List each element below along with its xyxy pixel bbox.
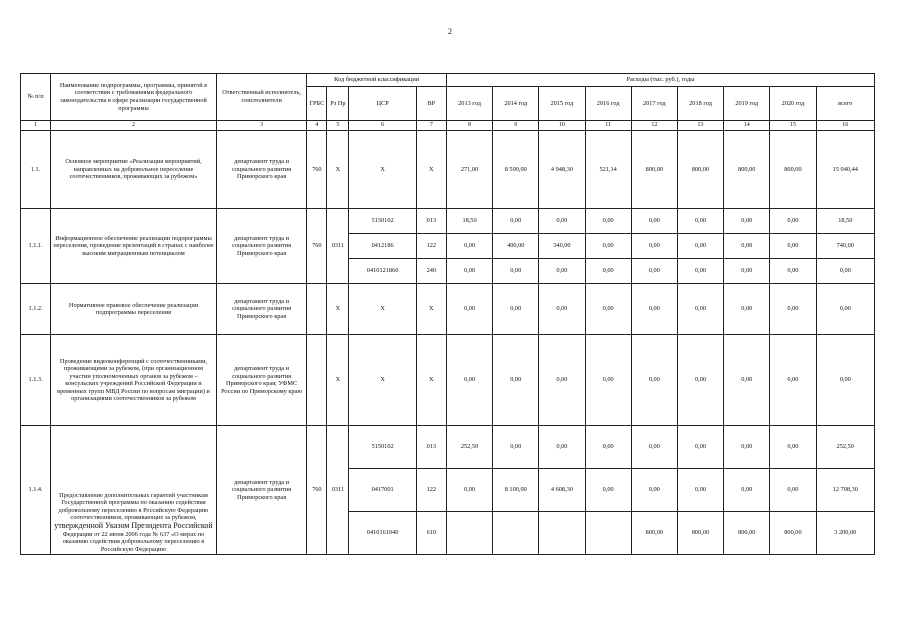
header-num: № п/п [21,74,51,121]
header-year: 2013 год [446,87,492,121]
row-value: 4 948,30 [539,131,585,209]
row-value: 0,00 [539,209,585,234]
header-vr: ВР [416,87,446,121]
row-value: 0,00 [677,335,723,426]
row-value: 0,00 [585,209,631,234]
column-number-row [21,121,875,131]
row-value: 252,50 [816,426,874,469]
row-grbs [307,284,327,335]
row-value: 0,00 [677,234,723,259]
row-value: 0,00 [585,284,631,335]
row-value: 0,00 [770,259,816,284]
row-csr: X [349,284,416,335]
row-vr: X [416,284,446,335]
header-year: 2017 год [631,87,677,121]
row-value: 0,00 [631,284,677,335]
row-value: 0,00 [770,335,816,426]
row-executor: департамент труда и социального развития Приморского края [216,284,306,335]
column-number: 13 [677,121,723,131]
row-number: 1.1. [21,131,51,209]
row-vr: 610 [416,512,446,555]
row-value: 0,00 [446,335,492,426]
row-csr: X [349,131,416,209]
row-value: 0,00 [493,209,539,234]
row-value: 0,00 [539,284,585,335]
row-vr: 013 [416,209,446,234]
row-grbs: 760 [307,131,327,209]
row-value: 4 608,30 [539,469,585,512]
header-name: Наименование подпрограммы, программы, принятой в соответствии с требованиями федерального законодательства в сфере реализации государственной программы [51,74,217,121]
row-value [539,512,585,555]
column-number: 10 [539,121,585,131]
row-value: 0,00 [724,234,770,259]
column-number: 3 [216,121,306,131]
row-value: 0,00 [493,335,539,426]
row-value: 0,00 [446,284,492,335]
row-value: 0,00 [770,209,816,234]
row-vr: 122 [416,234,446,259]
column-number: 9 [493,121,539,131]
row-value [446,512,492,555]
row-name: Проведение видеоконференций с соотечественниками, проживающими за рубежом, (при организационном участии уполномоченных органов за рубежом – консульских учреждений Российской Федерации и временных групп МВД России по вопросам миграции) и организациями соотечественников за рубежом [51,335,217,426]
row-value: 0,00 [585,259,631,284]
row-value: 0,00 [677,259,723,284]
table-row [21,426,875,469]
row-number: 1.1.2. [21,284,51,335]
row-name-part: утвержденной Указом Президента Российской [54,520,213,530]
row-value: 800,00 [770,512,816,555]
header-year: 2020 год [770,87,816,121]
row-value: 0,00 [677,284,723,335]
row-value: 18,50 [816,209,874,234]
row-number: 1.1.4. [21,426,51,555]
column-number: 6 [349,121,416,131]
row-value: 0,00 [539,259,585,284]
header-year: 2015 год [539,87,585,121]
row-value: 0,00 [585,335,631,426]
row-value: 0,00 [631,426,677,469]
row-grbs: 760 [307,426,327,555]
row-executor: департамент труда и социального развития Приморского края [216,426,306,555]
row-value: 0,00 [493,259,539,284]
row-executor: департамент труда и социального развития Приморского края; УФМС России по Приморскому краю [216,335,306,426]
row-csr: X [349,335,416,426]
row-value: 0,00 [724,426,770,469]
row-value: 0,00 [677,209,723,234]
row-value: 0,00 [585,469,631,512]
column-number: 11 [585,121,631,131]
budget-table [20,73,875,555]
row-value: 15 040,44 [816,131,874,209]
column-number: 7 [416,121,446,131]
row-value: 0,00 [631,469,677,512]
row-value: 0,00 [585,234,631,259]
header-grbs: ГРБС [307,87,327,121]
row-rzpr: 0311 [327,426,349,555]
table-row [21,335,875,426]
column-number: 8 [446,121,492,131]
header-rzpr: Рз Пр [327,87,349,121]
row-value: 0,00 [539,335,585,426]
column-number: 1 [21,121,51,131]
header-budget-code: Код бюджетной классификации [307,74,447,87]
row-csr: 5150102 [349,426,416,469]
row-vr: 240 [416,259,446,284]
row-value: 3 200,00 [816,512,874,555]
row-value: 800,00 [677,512,723,555]
row-rzpr: X [327,131,349,209]
row-vr: 013 [416,426,446,469]
column-number: 15 [770,121,816,131]
row-value: 0,00 [446,469,492,512]
header-csr: ЦСР [349,87,416,121]
row-value: 18,50 [446,209,492,234]
row-value: 0,00 [631,335,677,426]
row-csr: 0417001 [349,469,416,512]
row-value: 800,00 [631,512,677,555]
row-value: 0,00 [770,426,816,469]
row-vr: X [416,335,446,426]
row-value: 0,00 [493,426,539,469]
row-value: 0,00 [724,469,770,512]
table-row [21,131,875,209]
row-value: 0,00 [816,335,874,426]
row-value: 0,00 [724,259,770,284]
row-value: 0,00 [446,259,492,284]
row-executor: департамент труда и социального развития Приморского края [216,131,306,209]
header-year: 2018 год [677,87,723,121]
row-name: Информационное обеспечение реализации подпрограммы переселения, проведение презентаций в странах с наиболее высоким миграционным потенциалом [51,209,217,284]
row-name: Нормативное правовое обеспечение реализации подпрограммы переселения [51,284,217,335]
row-value: 8 100,00 [493,469,539,512]
row-value: 340,00 [539,234,585,259]
row-value: 0,00 [677,469,723,512]
row-number: 1.1.1. [21,209,51,284]
header-executor: Ответственный исполнитель, соисполнители [216,74,306,121]
row-value: 800,00 [631,131,677,209]
row-rzpr: X [327,335,349,426]
table-row [21,284,875,335]
row-csr: 0412186 [349,234,416,259]
row-value: 0,00 [724,209,770,234]
page-number: 2 [448,27,452,36]
row-value: 0,00 [677,426,723,469]
row-value: 0,00 [539,426,585,469]
row-value: 800,00 [724,512,770,555]
row-name [51,426,217,555]
row-value: 8 500,00 [493,131,539,209]
column-number: 12 [631,121,677,131]
header-row [21,74,875,87]
row-executor: департамент труда и социального развития Приморского края [216,209,306,284]
row-value: 800,00 [677,131,723,209]
row-value: 800,00 [770,131,816,209]
header-year: 2014 год [493,87,539,121]
header-year: 2019 год [724,87,770,121]
row-value: 0,00 [724,284,770,335]
row-value: 800,00 [724,131,770,209]
row-value: 0,00 [816,259,874,284]
row-value: 740,00 [816,234,874,259]
row-value: 0,00 [631,209,677,234]
row-value: 0,00 [446,234,492,259]
row-value: 12 708,30 [816,469,874,512]
row-csr: 0410161040 [349,512,416,555]
row-value: 0,00 [493,284,539,335]
row-grbs: 760 [307,209,327,284]
row-value: 0,00 [631,259,677,284]
header-year: всего [816,87,874,121]
row-value: 0,00 [816,284,874,335]
row-vr: 122 [416,469,446,512]
row-vr: X [416,131,446,209]
row-value [493,512,539,555]
row-number: 1.1.3. [21,335,51,426]
row-rzpr: 0311 [327,209,349,284]
column-number: 14 [724,121,770,131]
row-value [585,512,631,555]
row-grbs [307,335,327,426]
header-expenses: Расходы (тыс. руб.), годы [446,74,874,87]
row-value: 0,00 [770,234,816,259]
row-value: 252,50 [446,426,492,469]
row-name-part: Предоставление дополнительных гарантий участникам Государственной программы по оказанию содействия добровольному переселению в Российскую Федерацию соотечественников, проживающих за рубежом, [58,491,209,522]
row-value: 521,14 [585,131,631,209]
row-value: 0,00 [770,469,816,512]
row-value: 0,00 [724,335,770,426]
row-value: 0,00 [770,284,816,335]
table-row [21,209,875,234]
column-number: 4 [307,121,327,131]
row-name: Основное мероприятие «Реализация мероприятий, направленных на добровольное переселение соотечественников, проживающих за рубежом» [51,131,217,209]
header-year: 2016 год [585,87,631,121]
row-name-part: Федерации от 22 июня 2006 года № 637 «О мерах по оказанию содействия добровольному переселению в Российскую Федерацию [62,530,205,553]
column-number: 5 [327,121,349,131]
row-value: 400,00 [493,234,539,259]
row-rzpr: X [327,284,349,335]
row-value: 0,00 [631,234,677,259]
row-value: 0,00 [585,426,631,469]
row-value: 271,00 [446,131,492,209]
row-csr: 0410121860 [349,259,416,284]
column-number: 16 [816,121,874,131]
row-csr: 5150102 [349,209,416,234]
column-number: 2 [51,121,217,131]
